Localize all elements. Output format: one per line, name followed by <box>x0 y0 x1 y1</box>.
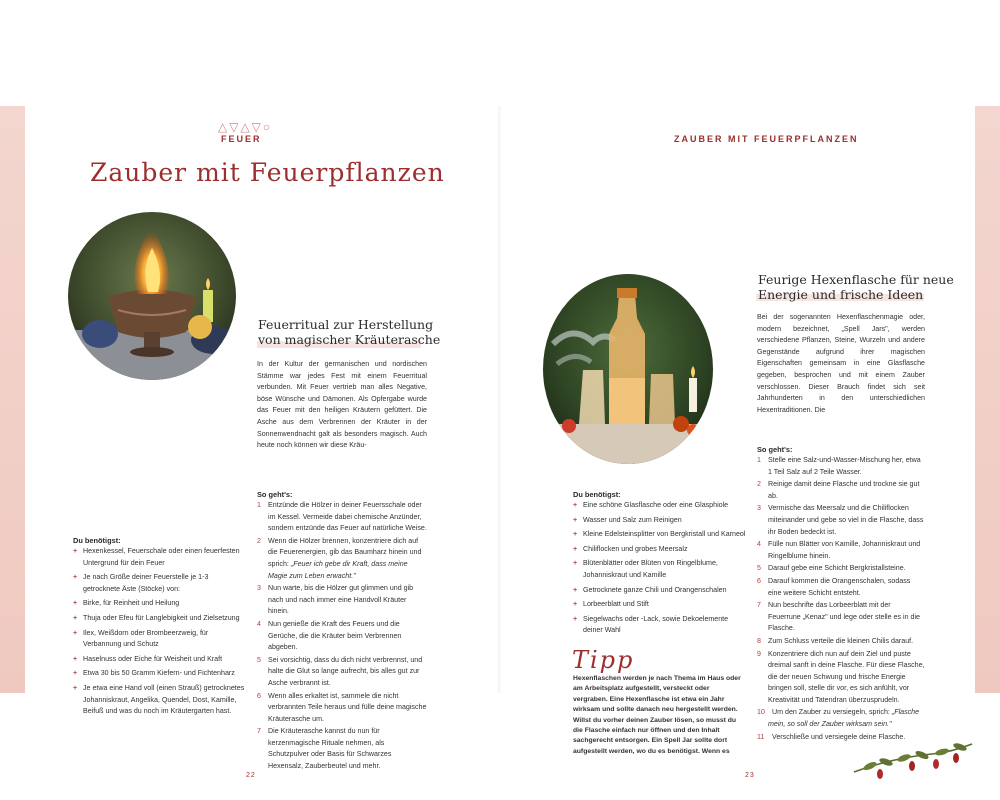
spell-jar-photo <box>543 274 713 464</box>
steps-heading-left: So geht's: <box>257 490 293 499</box>
subtitle-right-line2: Energie und frische Ideen <box>758 287 924 302</box>
step-item: 3 Vermische das Meersalz und die Chiliflocken miteinander und gebe so viel in die Flasche, dass ihr Boden bedeckt ist. <box>757 504 924 536</box>
page-number-right: 23 <box>745 772 755 779</box>
step-item: 4 Nun genieße die Kraft des Feuers und die Gerüche, die die Kräuter beim Verbrennen abgeben. <box>257 619 402 652</box>
steps-heading-right: So geht's: <box>757 445 793 454</box>
steps-list-left <box>257 500 427 774</box>
needs-list-left <box>73 546 245 721</box>
step-item: 5 Darauf gebe eine Schicht Bergkristallsteine. <box>757 564 906 573</box>
subtitle-left-line1: Feuerritual zur Herstellung <box>258 317 434 332</box>
list-item: + Thuja oder Efeu für Langlebigkeit und Zielsetzung <box>73 613 240 622</box>
step-item: 9 Konzentriere dich nun auf dein Ziel und puste dreimal sanft in deine Flasche. Für diese Flasche, die der neuen Schwung und frische Energie bringen soll, stelle dir vor, es sich anfühlt, vor Kreativität und Tatendran überzusprudeln. <box>757 649 925 704</box>
list-item: + Blütenblätter oder Blüten von Ringelblume, Johanniskraut und Kamille <box>573 559 718 579</box>
step-item: 2 Reinige damit deine Flasche und trockne sie gut ab. <box>757 480 920 500</box>
fire-ritual-photo <box>68 212 236 380</box>
needs-list-right <box>573 500 746 640</box>
intro-right: Bei der sogenannten Hexenflaschenmagie oder, modern bezeichnet, „Spell Jars", werden verschiedene Pflanzen, Steine, Wurzeln und andere Gegenstände aufgrund ihrer magischen Eigenschaften gemeinsam in eine Glasflasche gegeben, besprochen und mit einem Zauber verschlossen. Dieser Brauch findet sich seit Jahrhunderten in den unterschiedlichen Hexentraditionen. Die <box>757 313 925 414</box>
list-item: + Siegelwachs oder -Lack, sowie Dekoelemente deiner Wahl <box>573 614 729 635</box>
needs-heading-right: Du benötigst: <box>573 490 621 499</box>
list-item: + Je etwa eine Hand voll (einen Strauß) getrocknetes Johanniskraut, Angelika, Quendel, Dost, Kamille, Beifuß und was du noch im Kräutergarten hast. <box>73 683 245 716</box>
subtitle-left-line2: von magischer Kräuterasche <box>258 332 441 347</box>
step-item: 1 Stelle eine Salz-und-Wasser-Mischung her, etwa 1 Teil Salz auf 2 Teile Wasser. <box>757 456 921 476</box>
step-item: 4 Fülle nun Blätter von Kamille, Johanniskraut und Ringelblume hinein. <box>757 540 921 560</box>
list-item: + Kleine Edelsteinsplitter von Bergkristall und Karneol <box>573 530 746 539</box>
list-item: + Haselnuss oder Eiche für Weisheit und Kraft <box>73 654 223 663</box>
list-item: + Hexenkessel, Feuerschale oder einen feuerfesten Untergrund für dein Feuer <box>73 547 240 567</box>
subtitle-right-line1: Feurige Hexenflasche für neue <box>758 272 954 287</box>
steps-list-right <box>757 455 925 744</box>
step-item: 5 Sei vorsichtig, dass du dich nicht verbrennst, und halte die Glut so lange aufrecht, bis alles gut zur Asche verbrannt ist. <box>257 655 423 687</box>
subtitle-right <box>758 272 954 302</box>
step-item: 2 Wenn die Hölzer brennen, konzentriere dich auf die Feuerenergien, gib das Baumharz hinein und sprich: „Feuer ich gebe dir Kraft, dass meine Magie zum Leben erwacht." <box>257 536 422 580</box>
list-item: + Getrocknete ganze Chili und Orangenschalen <box>573 585 727 594</box>
section-label-left: FEUER <box>221 134 262 144</box>
list-item: + Etwa 30 bis 50 Gramm Kiefern- und Fichtenharz <box>73 669 235 678</box>
page-number-left: 22 <box>246 772 256 779</box>
page-edge-right <box>975 106 1000 693</box>
list-item: + Wasser und Salz zum Reinigen <box>573 515 682 524</box>
intro-left: In der Kultur der germanischen und nordischen Stämme war jedes Fest mit einem Feuerritual verbunden. Mit Feuer vertrieb man alles Negative, böse Wünsche und Dämonen. Als Opfergabe wurde das Feuer mit den heiligen Kräutern gefüttert. Die Asche aus dem Verbrennen der Kräuter in der Sonnenwendnacht galt als besonders magisch. Auch heute noch können wir diese Kräu- <box>257 360 427 450</box>
step-item: 3 Nun warte, bis die Hölzer gut glimmen und gib nach und nach immer eine Handvoll Kräuter hinein. <box>257 584 414 616</box>
list-item: + Je nach Größe deiner Feuerstelle je 1-3 getrocknete Äste (Stöcke) von: <box>73 573 209 593</box>
step-item: 7 Nun beschrifte das Lorbeerblatt mit der Feuerrune „Kenaz" und lege oder stelle es in die Flasche. <box>757 601 920 633</box>
needs-heading-left: Du benötigst: <box>73 536 121 545</box>
list-item: + Eine schöne Glasflasche oder eine Glasphiole <box>573 501 729 509</box>
step-item: 6 Wenn alles erkaltet ist, sammele die nicht verbrannten Teile heraus und fülle deine magische Kräuterasche um. <box>257 691 427 723</box>
step-item: 8 Zum Schluss verteile die kleinen Chilis darauf. <box>757 636 914 645</box>
page-title: Zauber mit Feuerpflanzen <box>90 158 445 187</box>
step-item: 10 Um den Zauber zu versiegeln, sprich: „Flasche mein, so soll der Zauber wirksam sein." <box>757 708 920 729</box>
step-item: 6 Darauf kommen die Orangenschalen, sodass eine weitere Schicht entsteht. <box>757 576 911 597</box>
list-item: + Ilex, Weißdorn oder Brombeerzweig, für Verbannung und Schutz <box>73 628 209 649</box>
step-item: 1 Entzünde die Hölzer in deiner Feuersschale oder im Kessel. Vermeide dabei chemische Anzünder, sondern entzünde das Feuer auf natürliche Weise. <box>257 501 427 533</box>
page-edge-left <box>0 106 25 693</box>
list-item: + Lorbeerblatt und Stift <box>573 600 649 609</box>
tipp-text: Hexenflaschen werden je nach Thema im Haus oder am Arbeitsplatz aufgestellt, versteckt oder vergraben. Eine Hexenflasche ist etwa ein Jahr wirksam und sollte danach neu hergestellt werden. Willst du vorher deinen Zauber lösen, so musst du die Flasche einfach nur öffnen und den Inhalt sachgerecht entsorgen. Ein Spell Jar sollte dort aufgestellt werden, wo du es benötigst. Wenn es <box>573 675 741 755</box>
book-gutter <box>498 106 502 693</box>
step-item: 7 Die Kräuterasche kannst du nun für kerzenmagische Rituale nehmen, als Schutzpulver oder Basis für Schwarzes Hexensalz, Zauberbeutel und mehr. <box>257 727 392 771</box>
section-label-right: ZAUBER MIT FEUERPFLANZEN <box>674 134 859 144</box>
subtitle-left <box>258 317 440 347</box>
tipp-title: Tipp <box>572 646 635 674</box>
step-item: 11 Verschließe und versiegele deine Flasche. <box>757 732 906 741</box>
list-item: + Birke, für Reinheit und Heilung <box>73 599 180 608</box>
element-symbols-icon: △▽△▽○ <box>218 120 273 134</box>
list-item: + Chiliflocken und grobes Meersalz <box>573 544 688 553</box>
book-spread <box>0 106 1000 779</box>
leaf-branch-icon <box>852 736 974 786</box>
